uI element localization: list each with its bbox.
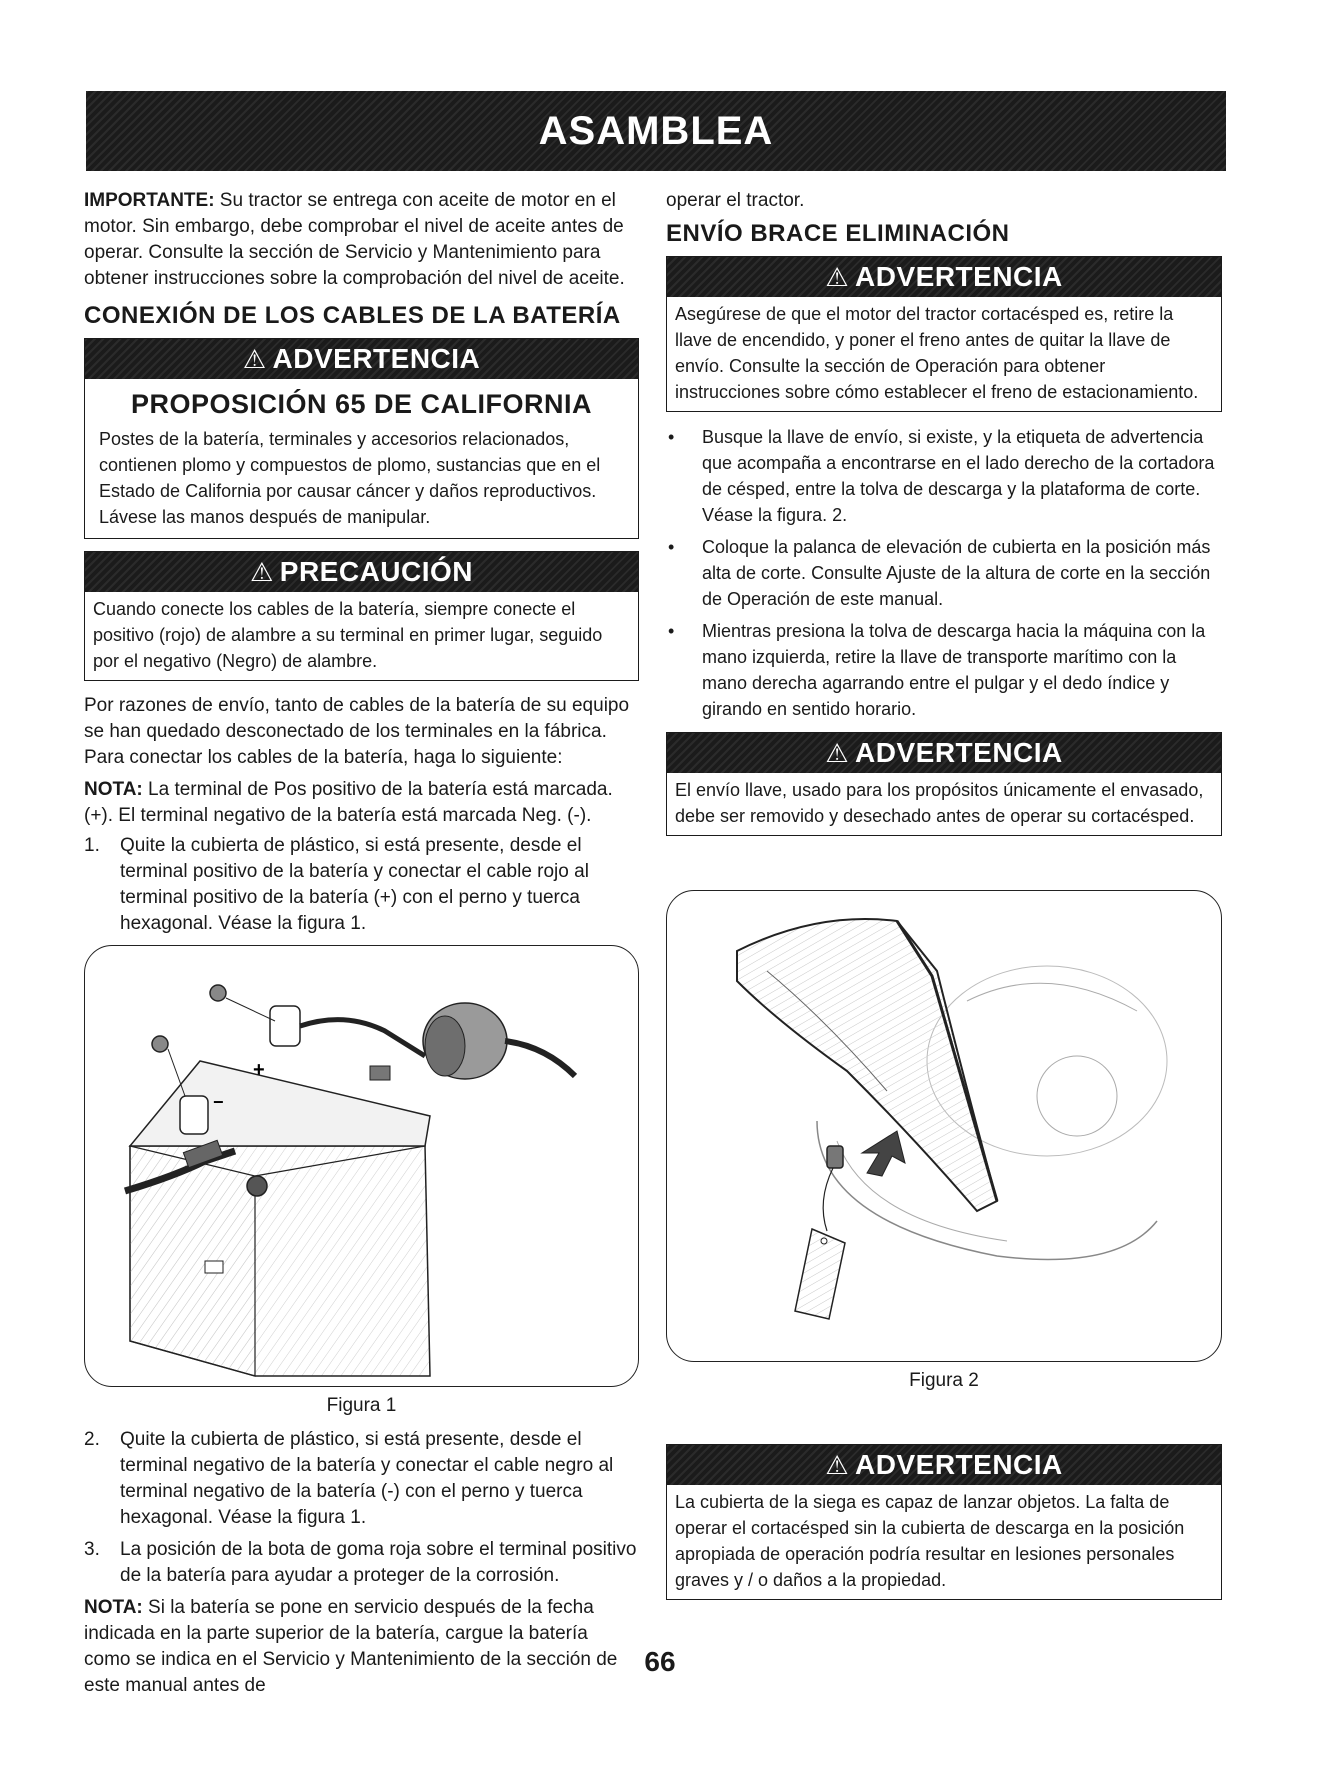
warning-header [667,733,1221,773]
warning-triangle-icon: ⚠ [825,261,850,292]
arrow-icon [862,1131,905,1176]
step-number: 2. [84,1429,100,1450]
warning-engine-off [666,256,1222,412]
mower-illustration [667,891,1221,1361]
right-column [666,188,1222,1612]
warning-header [85,339,638,379]
warning-text: La cubierta de la siega es capaz de lanzar objetos. La falta de operar el cortacésped sin la cubierta de descarga en la posición apropiada de operación podría resultar en lesiones personales graves y / o daños a la propiedad. [675,1492,1185,1590]
warning-shipping-key [666,732,1222,836]
warning-label: ADVERTENCIA [855,261,1063,292]
important-label: IMPORTANTE: [84,190,215,211]
battery-heading: CONEXIÓN DE LOS CABLES DE LA BATERÍA [84,302,621,329]
page-number: 66 [644,1646,676,1677]
caution-text: Cuando conecte los cables de la batería, siempre conecte el positivo (rojo) de alambre a su terminal en primer lugar, seguido por el negativo (Negro) de alambre. [93,599,603,671]
warning-prop65 [84,338,639,539]
caution-header [85,552,638,592]
note-label: NOTA: [84,1597,143,1618]
steps-list-b [84,1427,639,1589]
instruction-bullets [666,424,1222,722]
left-column [84,188,639,1699]
step-text: Quite la cubierta de plástico, si está presente, desde el terminal positivo de la batería y conectar el cable rojo al terminal positivo de la batería (+) con el perno y tuerca hexagonal. Véase la figura 1. [120,835,589,934]
list-item: • Mientras presiona la tolva de descarga hacia la máquina con la mano izquierda, retire la llave de transporte marítimo con la mano derecha agarrando entre el pulgar y el dedo índice y girando en sentido horario. [666,618,1222,722]
battery-illustration [85,946,638,1386]
warning-header [667,1445,1221,1485]
section-title: ASAMBLEA [538,108,774,153]
step-text: Quite la cubierta de plástico, si está presente, desde el terminal negativo de la batería y conectar el cable negro al terminal negativo de la batería (-) con el perno y tuerca hexagonal. Véase la figura 1. [120,1429,614,1528]
figure-1-caption: Figura 1 [326,1395,397,1416]
warning-label: ADVERTENCIA [855,1449,1063,1480]
warning-text: El envío llave, usado para los propósitos únicamente el envasado, debe ser removido y desechado antes de operar su cortacésped. [675,780,1204,826]
shipping-brace-heading: ENVÍO BRACE ELIMINACIÓN [666,220,1010,247]
warning-triangle-icon: ⚠ [825,737,850,768]
warning-triangle-icon: ⚠ [242,343,267,374]
warning-tag [795,1229,845,1319]
important-paragraph [84,188,639,292]
list-item [84,1537,639,1589]
warning-label: ADVERTENCIA [272,343,481,374]
note-text: La terminal de Pos positivo de la batería está marcada. (+). El terminal negativo de la batería está marcada Neg. (-). [84,779,613,826]
negative-terminal [180,1096,208,1134]
caution-label: PRECAUCIÓN [279,556,474,587]
plus-mark: + [253,1059,265,1081]
important-text: Su tractor se entrega con aceite de motor en el motor. Sin embargo, debe comprobar el nivel de aceite antes de operar. Consulte la sección de Servicio y Mantenimiento para obtener instrucciones sobre la comprobación del nivel de aceite. [84,190,625,289]
list-item [84,1427,639,1531]
warning-triangle-icon: ⚠ [825,1449,850,1480]
positive-cable [300,1020,425,1056]
list-item [84,833,639,937]
bolt-icon [247,1176,267,1196]
list-item: • Busque la llave de envío, si existe, y la etiqueta de advertencia que acompaña a encontrarse en el lado derecho de la cortadora de césped, entre la tolva de descarga y la plataforma de corte. Véase la figura. 2. [666,424,1222,528]
warning-triangle-icon: ⚠ [249,556,274,587]
warning-text: Asegúrese de que el motor del tractor cortacésped es, retire la llave de encendido, y poner el freno antes de quitar la llave de envío. Consulte la sección de Operación para obtener instrucciones sobre cómo establecer el freno de estacionamiento. [675,304,1199,402]
list-item: • Coloque la palanca de elevación de cubierta en la posición más alta de corte. Consulte Ajuste de la altura de corte en la sección de Operación de este manual. [666,534,1222,612]
figure-2-caption: Figura 2 [909,1370,979,1391]
warning-deck [666,1444,1222,1600]
note-label: NOTA: [84,779,143,800]
minus-mark: − [213,1092,224,1112]
prop65-title: PROPOSICIÓN 65 DE CALIFORNIA [130,389,593,419]
warning-label: ADVERTENCIA [855,737,1063,768]
prop65-text: Postes de la batería, terminales y accesorios relacionados, contienen plomo y compuestos de plomo, sustancias que en el Estado de California por causar cáncer y daños reproductivos. Lávese las manos después de manipular. [99,429,601,527]
note-paragraph-1 [84,777,639,829]
steps-list-a [84,833,639,937]
section-banner [86,91,1226,171]
note-text: Si la batería se pone en servicio después de la fecha indicada en la parte superior de la batería, cargue la batería como se indica en el Servicio y Mantenimiento de la sección de este manual antes de [84,1597,618,1696]
hex-nut-icon [152,1036,168,1052]
step-number: 1. [84,835,100,856]
warning-header [667,257,1221,297]
shipping-key [827,1146,843,1168]
positive-terminal [270,1006,300,1046]
figure-2-mower [666,890,1222,1362]
figure-1-battery [84,945,639,1387]
step-text: La posición de la bota de goma roja sobre el terminal positivo de la batería para ayudar a proteger de la corrosión. [120,1539,637,1586]
shipping-paragraph: Por razones de envío, tanto de cables de la batería de su equipo se han quedado desconectado de los terminales en la fábrica. Para conectar los cables de la batería, haga lo siguiente: [84,695,630,768]
caution-box [84,551,639,681]
continued-text: operar el tractor. [666,190,805,211]
step-number: 3. [84,1539,100,1560]
hex-nut-icon [210,985,226,1001]
